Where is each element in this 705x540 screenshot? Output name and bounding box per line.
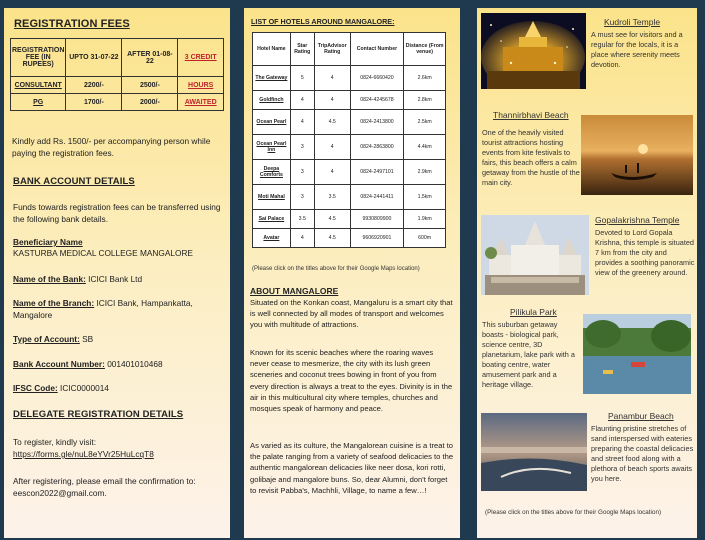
table-cell: 2.8km <box>404 91 446 110</box>
bank-name-row <box>13 273 227 285</box>
table-cell: 4.5 <box>314 229 350 248</box>
panambur-beach-photo <box>481 413 587 491</box>
table-cell: 3 <box>290 135 314 160</box>
place-desc-gopalakrishna: Devoted to Lord Gopala Krishna, this temple is situated 7 km from the city and provides a soothing panoramic view of the greenery around. <box>595 228 695 277</box>
bank-intro: Funds towards registration fees can be transferred using the following bank details. <box>13 202 221 224</box>
ifsc-value: ICIC0000014 <box>57 383 109 393</box>
fees-cell: 1700/- <box>66 94 122 111</box>
table-row <box>253 160 446 185</box>
table-cell: 9930809900 <box>350 210 404 229</box>
accompanying-note: Kindly add Rs. 1500/- per accompanying person while paying the registration fees. <box>12 136 211 158</box>
table-cell: 1.5km <box>404 185 446 210</box>
hotel-name-link[interactable]: The Gateway <box>253 66 291 91</box>
table-cell: 4.4km <box>404 135 446 160</box>
table-cell: 600m <box>404 229 446 248</box>
table-cell: 4 <box>314 91 350 110</box>
hotels-maps-note: (Please click on the titles above for their Google Maps location) <box>252 266 420 272</box>
beneficiary-value: KASTURBA MEDICAL COLLEGE MANGALORE <box>13 248 193 258</box>
fees-cell: 2200/- <box>66 77 122 94</box>
bank-name-label: Name of the Bank: <box>13 274 86 284</box>
places-panel <box>477 8 697 538</box>
table-cell: 0824-2441411 <box>350 185 404 210</box>
fees-header-cell: REGISTRATION FEE (IN RUPEES) <box>11 39 66 77</box>
hotel-name-link[interactable]: Goldfinch <box>253 91 291 110</box>
place-title-kudroli[interactable]: Kudroli Temple <box>604 17 661 27</box>
table-row <box>253 135 446 160</box>
about-paragraph-3: As varied as its culture, the Mangalorean cuisine is a treat to the palate ranging from a variety of seafood delicacies to the authentic mangalorean delicacies like neer dosa, kori rotti, golibaje and mangalore buns. So, dear Alumni, don't forget to revisit Pabba's, Machhli, Village, to name a few…! <box>250 441 454 495</box>
branch-row <box>13 297 227 321</box>
account-number-row <box>13 358 227 370</box>
place-desc-kudroli: A must see for visitors and a regular for the locals, it is a place where serenity meets devotion. <box>591 30 683 69</box>
hotel-name-link[interactable]: Ocean Pearl Inn <box>253 135 291 160</box>
table-cell: 0824-2497101 <box>350 160 404 185</box>
bank-name-value: ICICI Bank Ltd <box>85 274 143 284</box>
registration-form-link[interactable]: https://forms.gle/nuL8eYVr25HuLcqT8 <box>13 449 154 459</box>
table-row <box>253 229 446 248</box>
fees-header-cell: AFTER 01-08-22 <box>122 39 178 77</box>
credit-hours-link[interactable]: HOURS <box>178 77 224 94</box>
table-row <box>253 110 446 135</box>
table-row <box>253 210 446 229</box>
places-maps-note: (Please click on the titles above for their Google Maps location) <box>485 509 662 516</box>
table-cell: 2.5km <box>404 110 446 135</box>
hotel-name-link[interactable]: Sai Palace <box>253 210 291 229</box>
beneficiary-block <box>13 237 227 259</box>
hotels-header-cell: TripAdvisor Rating <box>314 33 350 66</box>
fees-header-cell: UPTO 31-07-22 <box>66 39 122 77</box>
place-desc-panambur: Flaunting pristine stretches of sand interspersed with eateries preparing the coastal delicacies and street food along with a plethora of beach sports awaits you here. <box>591 424 694 483</box>
account-number-label: Bank Account Number: <box>13 359 105 369</box>
table-cell: 4 <box>314 66 350 91</box>
table-cell: 0824-6660420 <box>350 66 404 91</box>
place-title-pilikula[interactable]: Pilikula Park <box>510 307 557 317</box>
hotels-header-cell: Distance (From venue) <box>404 33 446 66</box>
table-cell: 4 <box>290 229 314 248</box>
credit-hours-link[interactable]: AWAITED <box>178 94 224 111</box>
beneficiary-label: Beneficiary Name <box>13 237 83 247</box>
hotel-name-link[interactable]: Deepa Comforts <box>253 160 291 185</box>
hotels-header-cell: Contact Number <box>350 33 404 66</box>
table-cell: 4.5 <box>314 110 350 135</box>
branch-label: Name of the Branch: <box>13 298 95 308</box>
table-cell: 4 <box>290 110 314 135</box>
branch-value: ICICI Bank, Hampankatta, Mangalore <box>13 298 193 320</box>
table-cell: 3.5 <box>314 185 350 210</box>
table-cell: 2.9km <box>404 160 446 185</box>
table-cell: 2.6km <box>404 66 446 91</box>
ifsc-label: IFSC Code: <box>13 383 58 393</box>
account-type-label: Type of Account: <box>13 334 80 344</box>
delegate-heading: DELEGATE REGISTRATION DETAILS <box>13 409 184 420</box>
hotels-table <box>252 32 446 248</box>
gopalakrishna-temple-photo <box>481 215 589 295</box>
table-cell: 4 <box>314 160 350 185</box>
about-heading: ABOUT MANGALORE <box>250 286 339 296</box>
table-cell: 9606920901 <box>350 229 404 248</box>
place-desc-thannirbhavi: One of the heavily visited tourist attractions hosting events from kite festivals to fairs, this beach offers a calm getaway from the hustle of the main city. <box>482 128 580 187</box>
credit-hours-link[interactable]: 3 CREDIT <box>178 39 224 77</box>
confirm-email-text: After registering, please email the confirmation to: eescon2022@gmail.com. <box>13 476 196 498</box>
fees-cell: 2000/- <box>122 94 178 111</box>
table-cell: 3 <box>290 185 314 210</box>
hotel-name-link[interactable]: Avatar <box>253 229 291 248</box>
table-row <box>253 91 446 110</box>
about-paragraph-2: Known for its scenic beaches where the roaring waves never cease to mesmerize, the city with its lush green sceneries and coconut trees bowing in front of you from every direction is always a treat to the eyes. Divinity is in the air in this multicultural city where temples, churches and mosques speak of harmony and peace. <box>250 348 453 414</box>
fees-cell: 2500/- <box>122 77 178 94</box>
table-cell: 0824-2863800 <box>350 135 404 160</box>
table-cell: 4 <box>314 135 350 160</box>
hotels-about-panel <box>244 8 460 538</box>
register-text: To register, kindly visit: <box>13 437 96 447</box>
table-cell: 0824-2413800 <box>350 110 404 135</box>
table-cell: 0824-4245678 <box>350 91 404 110</box>
account-type-row <box>13 333 227 345</box>
kudroli-temple-photo <box>481 13 586 89</box>
account-number-value: 001401010468 <box>104 359 163 369</box>
fees-cell: PG <box>11 94 66 111</box>
table-cell: 4 <box>290 91 314 110</box>
table-cell: 1.9km <box>404 210 446 229</box>
pilikula-park-photo <box>583 314 691 394</box>
registration-fees-heading: REGISTRATION FEES <box>14 18 130 30</box>
fees-cell: CONSULTANT <box>11 77 66 94</box>
ifsc-row <box>13 382 227 394</box>
bank-details-heading: BANK ACCOUNT DETAILS <box>13 176 135 187</box>
place-title-gopalakrishna[interactable]: Gopalakrishna Temple <box>595 215 680 225</box>
table-row <box>253 185 446 210</box>
table-cell: 3 <box>290 160 314 185</box>
registration-panel <box>4 8 230 538</box>
about-paragraph-1: Situated on the Konkan coast, Mangaluru is a smart city that is well connected by all modes of transport and welcomes you with multitude of attractions. <box>250 298 453 330</box>
hotel-name-link[interactable]: Moti Mahal <box>253 185 291 210</box>
hotels-header-cell: Hotel Name <box>253 33 291 66</box>
place-title-thannirbhavi[interactable]: Thannirbhavi Beach <box>493 110 569 120</box>
place-desc-pilikula: This suburban getaway boasts - biological park, science centre, 3D planetarium, lake park with a boating centre, water amusement park and a heritage village. <box>482 320 575 389</box>
hotels-header-cell: Star Rating <box>290 33 314 66</box>
table-row <box>253 66 446 91</box>
hotels-heading: LIST OF HOTELS AROUND MANGALORE: <box>251 17 395 26</box>
fees-table <box>10 38 224 111</box>
place-title-panambur[interactable]: Panambur Beach <box>608 411 674 421</box>
hotel-name-link[interactable]: Ocean Pearl <box>253 110 291 135</box>
table-cell: 3.5 <box>290 210 314 229</box>
thannirbhavi-beach-photo <box>581 115 693 195</box>
table-cell: 4.5 <box>314 210 350 229</box>
account-type-value: SB <box>79 334 94 344</box>
table-cell: 5 <box>290 66 314 91</box>
